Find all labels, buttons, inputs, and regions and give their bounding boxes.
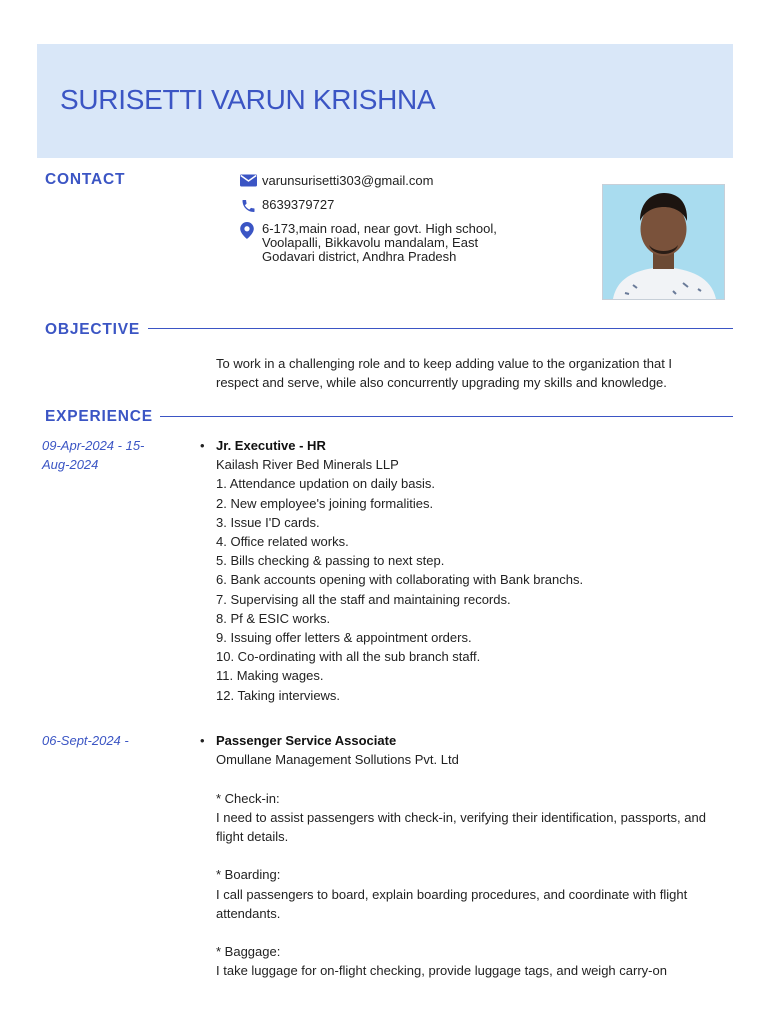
contact-email[interactable]: varunsurisetti303@gmail.com (262, 173, 434, 188)
contact-phone[interactable]: 8639379727 (262, 197, 335, 212)
contact-address-row (240, 222, 520, 264)
spacer (216, 846, 736, 865)
contact-phone-row (240, 198, 510, 214)
job-company: Omullane Management Sollutions Pvt. Ltd (216, 752, 459, 768)
job-detail: 5. Bills checking & passing to next step. (216, 553, 445, 569)
job-detail: 8. Pf & ESIC works. (216, 610, 331, 626)
objective-line: respect and serve, while also concurrently upgrading my skills and knowledge. (216, 375, 667, 391)
job-detail: I take luggage for on-flight checking, provide luggage tags, and weigh carry-on (216, 963, 667, 979)
job-detail: 7. Supervising all the staff and maintaining records. (216, 591, 511, 607)
job-date (42, 731, 162, 750)
job-entry (216, 731, 736, 981)
job-role: Jr. Executive - HR (216, 438, 326, 453)
objective-line: To work in a challenging role and to keep adding value to the organization that I (216, 356, 673, 371)
job-detail: * Check-in: (216, 790, 280, 806)
job-detail: * Boarding: (216, 867, 281, 883)
envelope-icon (240, 174, 262, 188)
objective-divider (148, 328, 733, 329)
profile-photo (602, 184, 725, 300)
objective-text (216, 354, 736, 392)
job-detail: 2. New employee's joining formalities. (216, 495, 434, 511)
address-line: Godavari district, Andhra Pradesh (262, 249, 457, 264)
job-date-line: 09-Apr-2024 - 15- (42, 438, 145, 453)
objective-section-title: OBJECTIVE (45, 321, 141, 338)
bullet-dot: • (200, 733, 205, 748)
job-date-line: 06-Sept-2024 - (42, 733, 129, 748)
job-entry (216, 436, 736, 705)
job-detail: 11. Making wages. (216, 668, 324, 684)
location-pin-icon (240, 222, 262, 264)
job-detail: 6. Bank accounts opening with collaborating with Bank branchs. (216, 572, 584, 588)
phone-icon (240, 198, 262, 214)
job-detail: attendants. (216, 905, 281, 921)
job-detail: * Baggage: (216, 944, 281, 960)
spacer (216, 769, 736, 788)
job-detail: 4. Office related works. (216, 534, 349, 550)
candidate-name: SURISETTI VARUN KRISHNA (60, 84, 436, 115)
job-role: Passenger Service Associate (216, 733, 397, 748)
address-line: Voolapalli, Bikkavolu mandalam, East (262, 235, 479, 250)
spacer (216, 923, 736, 942)
contact-email-row (240, 174, 510, 188)
experience-section-title: EXPERIENCE (45, 408, 153, 425)
job-detail: 9. Issuing offer letters & appointment orders. (216, 630, 472, 646)
job-detail: 1. Attendance updation on daily basis. (216, 476, 435, 492)
contact-address (262, 222, 497, 264)
address-line: 6-173,main road, near govt. High school, (262, 221, 497, 236)
job-company: Kailash River Bed Minerals LLP (216, 457, 399, 473)
contact-section-title: CONTACT (45, 171, 126, 188)
job-date-line: Aug-2024 (42, 457, 99, 473)
experience-divider (160, 416, 733, 417)
job-detail: I need to assist passengers with check-in, verifying their identification, passports, and (216, 809, 706, 825)
job-detail: 3. Issue I'D cards. (216, 514, 320, 530)
job-detail: I call passengers to board, explain boarding procedures, and coordinate with flight (216, 886, 688, 902)
job-date (42, 436, 162, 474)
job-detail: 10. Co-ordinating with all the sub branch staff. (216, 649, 481, 665)
job-detail: 12. Taking interviews. (216, 687, 341, 703)
job-detail: flight details. (216, 829, 289, 844)
bullet-dot: • (200, 438, 205, 453)
